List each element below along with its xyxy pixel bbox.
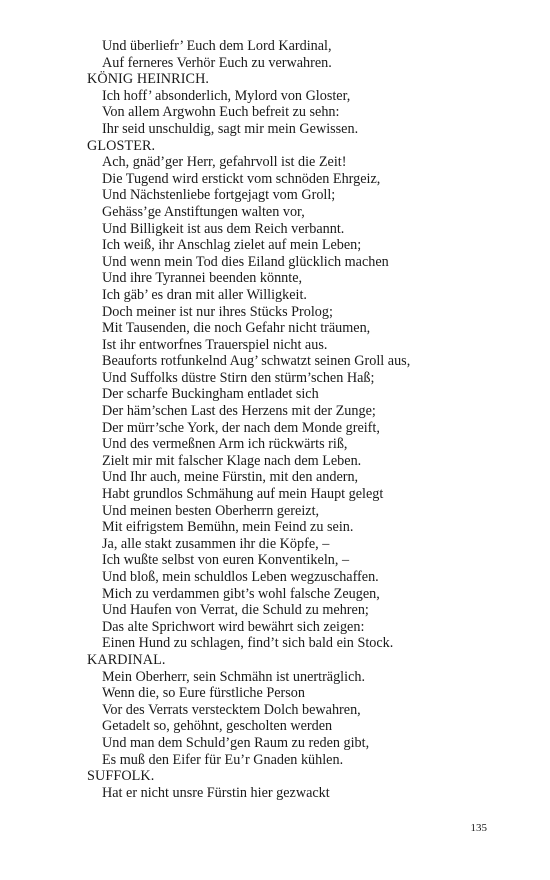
verse-line: Wenn die, so Eure fürstliche Person (102, 685, 305, 702)
verse-line: Gehäss’ge Anstiftungen walten vor, (102, 203, 305, 220)
page-number: 135 (470, 822, 487, 834)
verse-line: Mit Tausenden, die noch Gefahr nicht träumen, (102, 320, 371, 337)
verse-line: Ja, alle stakt zusammen ihr die Köpfe, – (102, 535, 330, 552)
verse-line: Ich weiß, ihr Anschlag zielet auf mein Leben; (102, 237, 362, 254)
verse-line: Und wenn mein Tod dies Eiland glücklich machen (102, 253, 389, 270)
verse-line: Mich zu verdammen gibt’s wohl falsche Zeugen, (102, 585, 380, 602)
verse-line: Ich wußte selbst von euren Konventikeln, – (102, 552, 350, 569)
verse-line: Ihr seid unschuldig, sagt mir mein Gewissen. (102, 120, 359, 137)
verse-line: Und bloß, mein schuldlos Leben wegzuschaffen. (102, 569, 379, 585)
speaker-name: GLOSTER. (87, 137, 156, 154)
verse-line: Ich gäb’ es dran mit aller Willigkeit. (102, 286, 307, 303)
verse-line: Ist ihr entworfnes Trauerspiel nicht aus. (102, 336, 328, 353)
verse-line: Ach, gnäd’ger Herr, gefahrvoll ist die Zeit! (102, 154, 347, 171)
verse-line: Und überliefr’ Euch dem Lord Kardinal, (102, 38, 332, 54)
verse-line: Und Ihr auch, meine Fürstin, mit den andern, (102, 469, 359, 486)
speaker-name: KARDINAL. (87, 651, 166, 668)
verse-line: Und meinen besten Oberherrn gereizt, (102, 502, 320, 519)
verse-line: Ich hoff’ absonderlich, Mylord von Gloster, (102, 87, 351, 104)
verse-line: Und Nächstenliebe fortgejagt vom Groll; (102, 187, 336, 204)
verse-line: Der scharfe Buckingham entladet sich (102, 386, 319, 403)
speaker-name: KÖNIG HEINRICH. (87, 71, 210, 88)
verse-line: Und Suffolks düstre Stirn den stürm’schen Haß; (102, 369, 375, 386)
verse-line: Und man dem Schuld’gen Raum zu reden gibt, (102, 734, 370, 751)
verse-line: Auf ferneres Verhör Euch zu verwahren. (102, 54, 332, 71)
verse-line: Die Tugend wird erstickt vom schnöden Ehrgeiz, (102, 170, 381, 187)
verse-line: Und des vermeßnen Arm ich rückwärts riß, (102, 436, 348, 453)
verse-line: Und ihre Tyrannei beenden könnte, (102, 270, 303, 287)
verse-line: Und Billigkeit ist aus dem Reich verbannt. (102, 220, 345, 237)
speaker-name: SUFFOLK. (87, 768, 155, 785)
verse-line: Mein Oberherr, sein Schmähn ist unerträglich. (102, 668, 366, 685)
verse-line: Mit eifrigstem Bemühn, mein Feind zu sein. (102, 519, 354, 536)
verse-line: Vor des Verrats verstecktem Dolch bewahren, (102, 701, 361, 718)
verse-line: Beauforts rotfunkelnd Aug’ schwatzt seinen Groll aus, (102, 353, 411, 370)
verse-line: Und Haufen von Verrat, die Schuld zu mehren; (102, 602, 369, 619)
verse-line: Der mürr’sche York, der nach dem Monde greift, (102, 419, 380, 436)
verse-line: Von allem Argwohn Euch befreit zu sehn: (102, 104, 340, 121)
play-text (87, 38, 517, 801)
verse-line: Es muß den Eifer für Eu’r Gnaden kühlen. (102, 751, 344, 768)
verse-line: Habt grundlos Schmähung auf mein Haupt gelegt (102, 486, 384, 503)
verse-line: Das alte Sprichwort wird bewährt sich zeigen: (102, 618, 365, 635)
verse-line: Doch meiner ist nur ihres Stücks Prolog; (102, 303, 333, 320)
verse-line: Der häm’schen Last des Herzens mit der Zunge; (102, 403, 376, 420)
verse-line: Zielt mir mit falscher Klage nach dem Leben. (102, 452, 362, 469)
verse-line: Getadelt so, gehöhnt, gescholten werden (102, 718, 333, 735)
verse-line: Hat er nicht unsre Fürstin hier gezwackt (102, 784, 330, 801)
verse-line: Einen Hund zu schlagen, find’t sich bald ein Stock. (102, 635, 394, 652)
